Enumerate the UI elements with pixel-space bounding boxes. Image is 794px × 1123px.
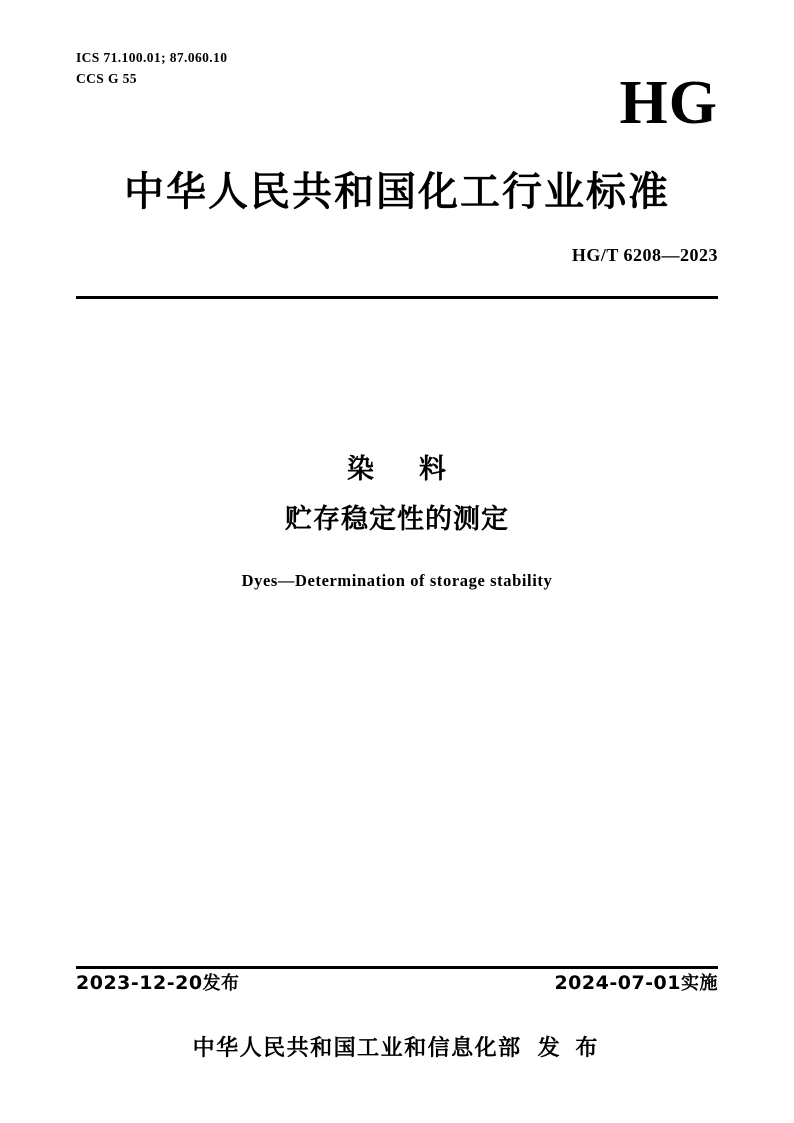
publisher-name: 中华人民共和国工业和信息化部	[192, 1036, 522, 1061]
publisher-action: 发 布	[537, 1036, 602, 1061]
ics-code: ICS 71.100.01; 87.060.10	[76, 50, 228, 65]
classification-block	[76, 48, 227, 90]
implementation-date-value: 2024-07-01	[554, 972, 681, 994]
implementation-date	[554, 969, 718, 995]
title-word-left: 染	[347, 454, 375, 485]
issue-date-label: 发布	[202, 973, 240, 994]
page-title: 中华人民共和国化工行业标准	[124, 169, 670, 215]
implementation-date-label: 实施	[681, 973, 718, 994]
document-title-cn-line2: 贮存稳定性的测定	[285, 504, 509, 535]
ccs-code: CCS G 55	[76, 70, 137, 86]
publisher-line	[0, 1031, 794, 1062]
divider-top	[76, 296, 718, 299]
standard-number: HG/T 6208—2023	[571, 245, 718, 265]
document-title-en: Dyes—Determination of storage stability	[241, 571, 553, 590]
issue-date	[76, 969, 240, 995]
document-title-cn-line1	[0, 447, 794, 486]
hg-logo: HG	[619, 69, 718, 137]
title-word-right: 料	[419, 454, 447, 485]
issue-date-value: 2023-12-20	[76, 972, 203, 994]
